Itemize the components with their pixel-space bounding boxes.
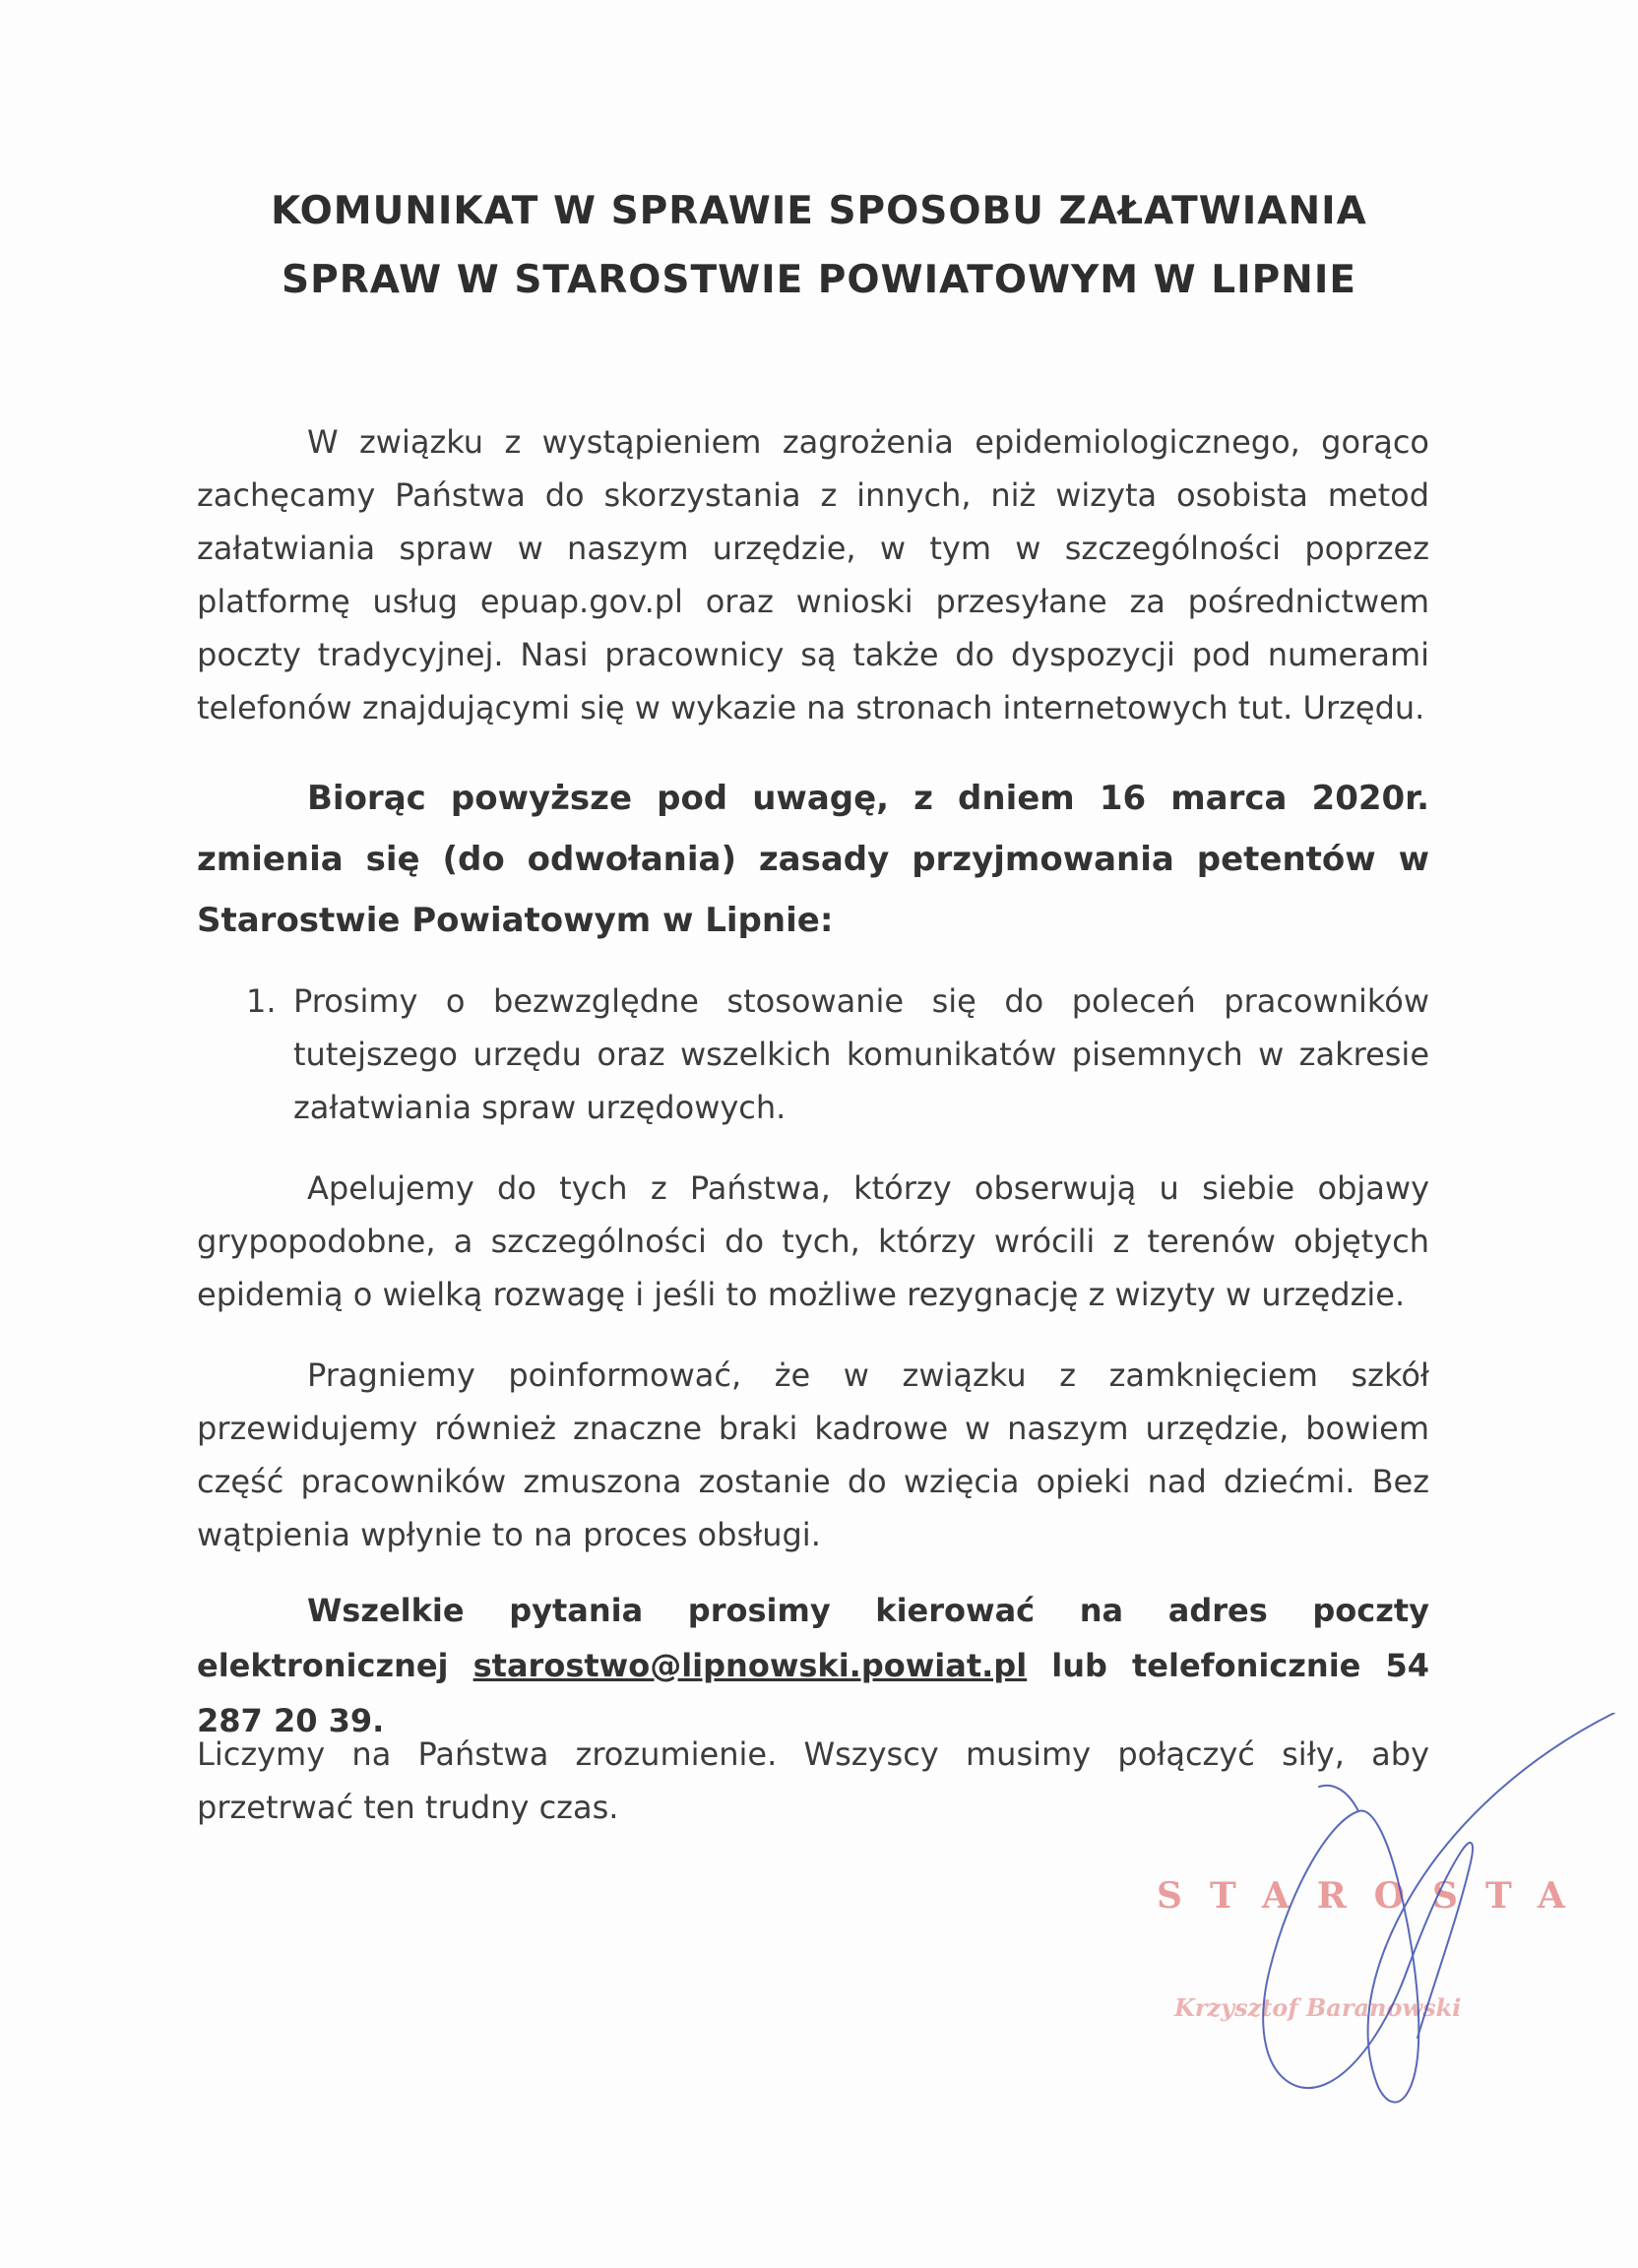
contact-email-link[interactable]: starostwo@lipnowski.powiat.pl bbox=[472, 1647, 1028, 1684]
paragraph-staffing: Pragniemy poinformować, że w związku z zamknięciem szkół przewidujemy również znaczne braki kadrowe w naszym urzędzie, bowiem część pracowników zmuszona zostanie do wzięcia opieki nad dziećmi. Bez wątpienia wpłynie to na proces obsługi. bbox=[197, 1356, 1429, 1553]
paragraph-announcement: Biorąc powyższe pod uwagę, z dniem 16 marca 2020r. zmienia się (do odwołania) zasady przyjmowania petentów w Starostwie Powiatowym w Lipnie: bbox=[197, 779, 1429, 940]
list-item-number: 1. bbox=[246, 982, 277, 1020]
handwritten-signature bbox=[1211, 1713, 1624, 2126]
contact-phone: lub telefonicznie 54 287 20 39. bbox=[197, 1647, 1430, 1739]
stamp-name: Krzysztof Baranowski bbox=[1174, 1993, 1462, 2022]
list-item bbox=[246, 975, 1429, 1134]
contact-prefix: Wszelkie pytania prosimy kierować na adres poczty elektronicznej bbox=[197, 1592, 1429, 1684]
document-title-line2: SPRAW W STAROSTWIE POWIATOWYM W LIPNIE bbox=[282, 258, 1356, 302]
stamp-title: STAROSTA bbox=[1157, 1875, 1593, 1917]
list-item-text: Prosimy o bezwzględne stosowanie się do poleceń pracowników tutejszego urzędu oraz wszelkich komunikatów pisemnych w zakresie załatwiania spraw urzędowych. bbox=[293, 982, 1429, 1126]
document-title-line1: KOMUNIKAT W SPRAWIE SPOSOBU ZAŁATWIANIA bbox=[271, 189, 1367, 233]
paragraph-intro: W związku z wystąpieniem zagrożenia epidemiologicznego, gorąco zachęcamy Państwa do skorzystania z innych, niż wizyta osobista metod załatwiania spraw w naszym urzędzie, w tym w szczególności poprzez platformę usług epuap.gov.pl oraz wnioski przesyłane za pośrednictwem poczty tradycyjnej. Nasi pracownicy są także do dyspozycji pod numerami telefonów znajdującymi się w wykazie na stronach internetowych tut. Urzędu. bbox=[197, 423, 1429, 726]
paragraph-appeal: Apelujemy do tych z Państwa, którzy obserwują u siebie objawy grypopodobne, a szczególności do tych, którzy wrócili z terenów objętych epidemią o wielką rozwagę i jeśli to możliwe rezygnację z wizyty w urzędzie. bbox=[197, 1169, 1429, 1313]
paragraph-closing: Liczymy na Państwa zrozumienie. Wszyscy musimy połączyć siły, aby przetrwać ten trudny czas. bbox=[197, 1735, 1429, 1826]
